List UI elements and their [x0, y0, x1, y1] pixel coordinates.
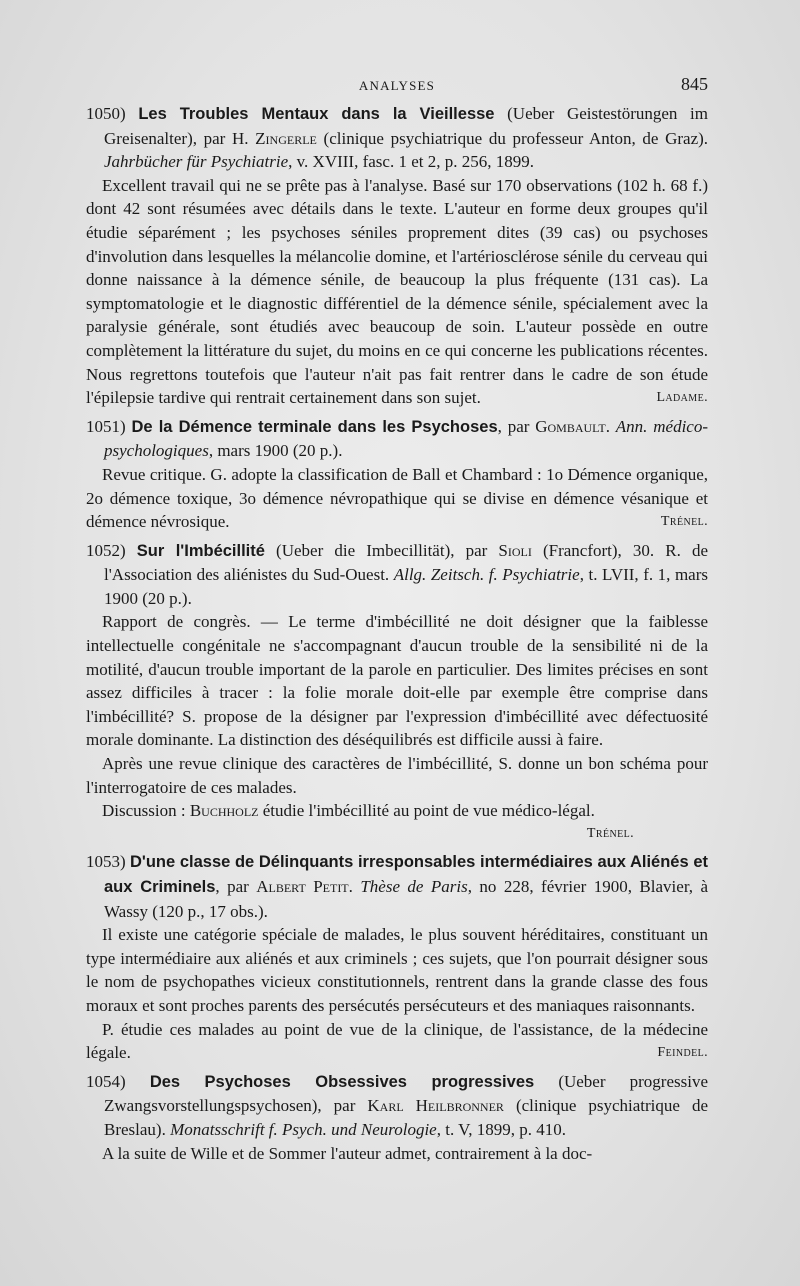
entry-paragraph-text: Revue critique. G. adopte la classification de Ball et Chambard : 1o Démence organique, 2o démence toxique, 3o démence névropathique qui se divise en démence vésanique et démence névrosique. — [86, 464, 708, 532]
entry-journal: Monatsschrift f. Psych. und Neurologie — [170, 1119, 437, 1139]
entry-discussion — [86, 799, 708, 823]
entry-paragraph-text: Après une revue clinique des caractères de l'imbécillité, S. donne un bon schéma pour l'interrogatoire de ces malades. — [86, 754, 708, 797]
entry-journal: Allg. Zeitsch. f. Psychiatrie — [393, 565, 580, 585]
entry-heading — [86, 850, 708, 923]
entry-1053 — [86, 850, 708, 1064]
entry-affiliation: (clinique psychiatrique du professeur Anton, de Graz). — [323, 128, 709, 148]
entry-paragraph-text: A la suite de Wille et de Sommer l'auteur admet, contrairement à la doc- — [102, 1143, 593, 1163]
entry-title: De la Démence terminale dans les Psychoses — [131, 417, 498, 436]
reviewer-signature: Trénel. — [586, 825, 634, 841]
entry-author: Zingerle — [255, 128, 317, 148]
entry-paragraph — [86, 923, 708, 1017]
reviewer-signature: Feindel. — [657, 1045, 708, 1061]
entry-1050 — [86, 102, 708, 410]
entry-paragraph-text: Il existe une catégorie spéciale de malades, le plus souvent héréditaires, constituant un type intermédiaire aux aliénés et aux criminels ; ces sujets, que l'on pourrait désigner sous le nom de psychopathes vicieux constitutionnels, rentrent dans la grande classe des fous moraux et sont proches parents des persécutés persécuteurs et des maniaques raisonnants. — [86, 925, 708, 1015]
running-title: ANALYSES — [358, 78, 436, 93]
discussion-author: Buchholz — [189, 801, 259, 821]
entry-title: Sur l'Imbécillité — [136, 541, 265, 560]
entry-affiliation: (clinique psychiatrique de Breslau). — [104, 1096, 708, 1139]
entry-heading — [86, 539, 708, 611]
entry-subtitle: (Ueber die Imbecillität), par — [276, 540, 488, 560]
entry-1054 — [86, 1070, 708, 1165]
entry-journal: Jahrbücher für Psychiatrie — [104, 152, 289, 172]
entry-1052 — [86, 539, 708, 846]
entry-title: Les Troubles Mentaux dans la Vieillesse — [138, 105, 495, 123]
entry-citation: , v. XVIII, fasc. 1 et 2, p. 256, 1899. — [288, 152, 534, 172]
entry-paragraph-text: Excellent travail qui ne se prête pas à l'analyse. Basé sur 170 observations (102 h. 68 f.) dont 42 sont résumées avec détails dans le texte. L'auteur en forme deux groupes qu'il étudie séparément ; les psychoses séniles proprement dites (39 cas) ou psychoses d'involution dans lesquelles la mélancolie domine, et l'artériosclérose sénile du cerveau qui donne naissance à la démence sénile, de beaucoup la plus fréquente (131 cas). La symptomatologie et le diagnostic différentiel de la démence sénile, spécialement avec la paralysie générale, sont étudiés avec beaucoup de soin. L'auteur possède en outre complètement la littérature du sujet, du moins en ce qui concerne les publications récentes. Nous regrettons toutefois que l'auteur n'ait pas fait rentrer dans le cadre de son étude l'épilepsie tardive qui rentrait certainement dans son sujet. — [86, 175, 708, 408]
entry-paragraph-text: Rapport de congrès. — Le terme d'imbécillité ne doit désigner que la faiblesse intellectuelle congénitale ne s'accompagnant d'aucun trouble de la sensibilité ni de la motilité, d'aucun trouble important de la parole en particulier. Des limites précises en sont assez difficiles à tracer : la folie morale doit-elle par exemple être comprise dans l'imbécillité? S. propose de la désigner par l'expression d'imbécillité avec défectuosité morale dominante. La distinction des déséquilibrés est difficile aussi à faire. — [86, 612, 708, 750]
entry-paragraph — [86, 1018, 708, 1065]
page-header — [86, 74, 708, 96]
reviewer-signature: Ladame. — [656, 390, 708, 406]
entry-paragraph — [86, 752, 708, 799]
entry-journal: Thèse de Paris — [360, 877, 468, 896]
entry-heading — [86, 415, 708, 463]
entry-author: Albert Petit. — [256, 877, 353, 896]
discussion-text: étudie l'imbécillité au point de vue médico-légal. — [262, 801, 595, 821]
entry-subtitle: , par — [215, 877, 249, 896]
entry-title: D'une classe de Délinquants irresponsables intermédiaires aux Aliénés et aux Criminels — [104, 853, 708, 896]
entry-citation: , no 228, février 1900, Blavier, à Wassy (120 p., 17 obs.). — [104, 877, 709, 921]
entry-subtitle: (Ueber Geistestörungen im Greisenalter), par H. — [104, 104, 709, 148]
entry-affiliation: (Francfort), 30. R. de l'Association des aliénistes du Sud-Ouest. — [104, 540, 709, 585]
entry-citation: , mars 1900 (20 p.). — [208, 441, 343, 461]
entry-title: Des Psychoses Obsessives progressives — [149, 1072, 535, 1091]
page-number: 845 — [681, 74, 708, 94]
entry-paragraph-text: P. étudie ces malades au point de vue de la clinique, de l'assistance, de la médecine légale. — [86, 1019, 708, 1063]
reviewer-signature: Trénel. — [660, 514, 708, 530]
entry-subtitle: (Ueber progressive Zwangsvorstellungspsychosen), par — [104, 1071, 709, 1116]
entry-number: 1050) — [86, 104, 126, 123]
entry-number: 1051) — [86, 416, 126, 436]
entry-heading — [86, 1070, 708, 1142]
entry-number: 1052) — [86, 540, 126, 560]
article-body — [86, 102, 708, 1170]
entry-journal: Ann. médico-psychologiques — [104, 416, 708, 461]
entry-paragraph — [86, 174, 708, 410]
entry-1051 — [86, 415, 708, 534]
entry-citation: , t. LVII, f. 1, mars 1900 (20 p.). — [104, 565, 708, 608]
entry-subtitle: , par — [497, 416, 530, 436]
entry-paragraph — [86, 610, 708, 752]
entry-paragraph — [86, 1142, 708, 1166]
entry-number: 1053) — [86, 852, 126, 872]
entry-author: Karl Heilbronner — [367, 1096, 504, 1116]
entry-author: Sioli — [498, 540, 532, 560]
entry-author: Gombault. — [535, 416, 610, 436]
entry-heading — [86, 102, 708, 174]
entry-citation: , t. V, 1899, p. 410. — [436, 1119, 566, 1139]
entry-number: 1054) — [86, 1071, 126, 1091]
entry-paragraph — [86, 463, 708, 534]
discussion-label: Discussion : — [102, 801, 186, 821]
